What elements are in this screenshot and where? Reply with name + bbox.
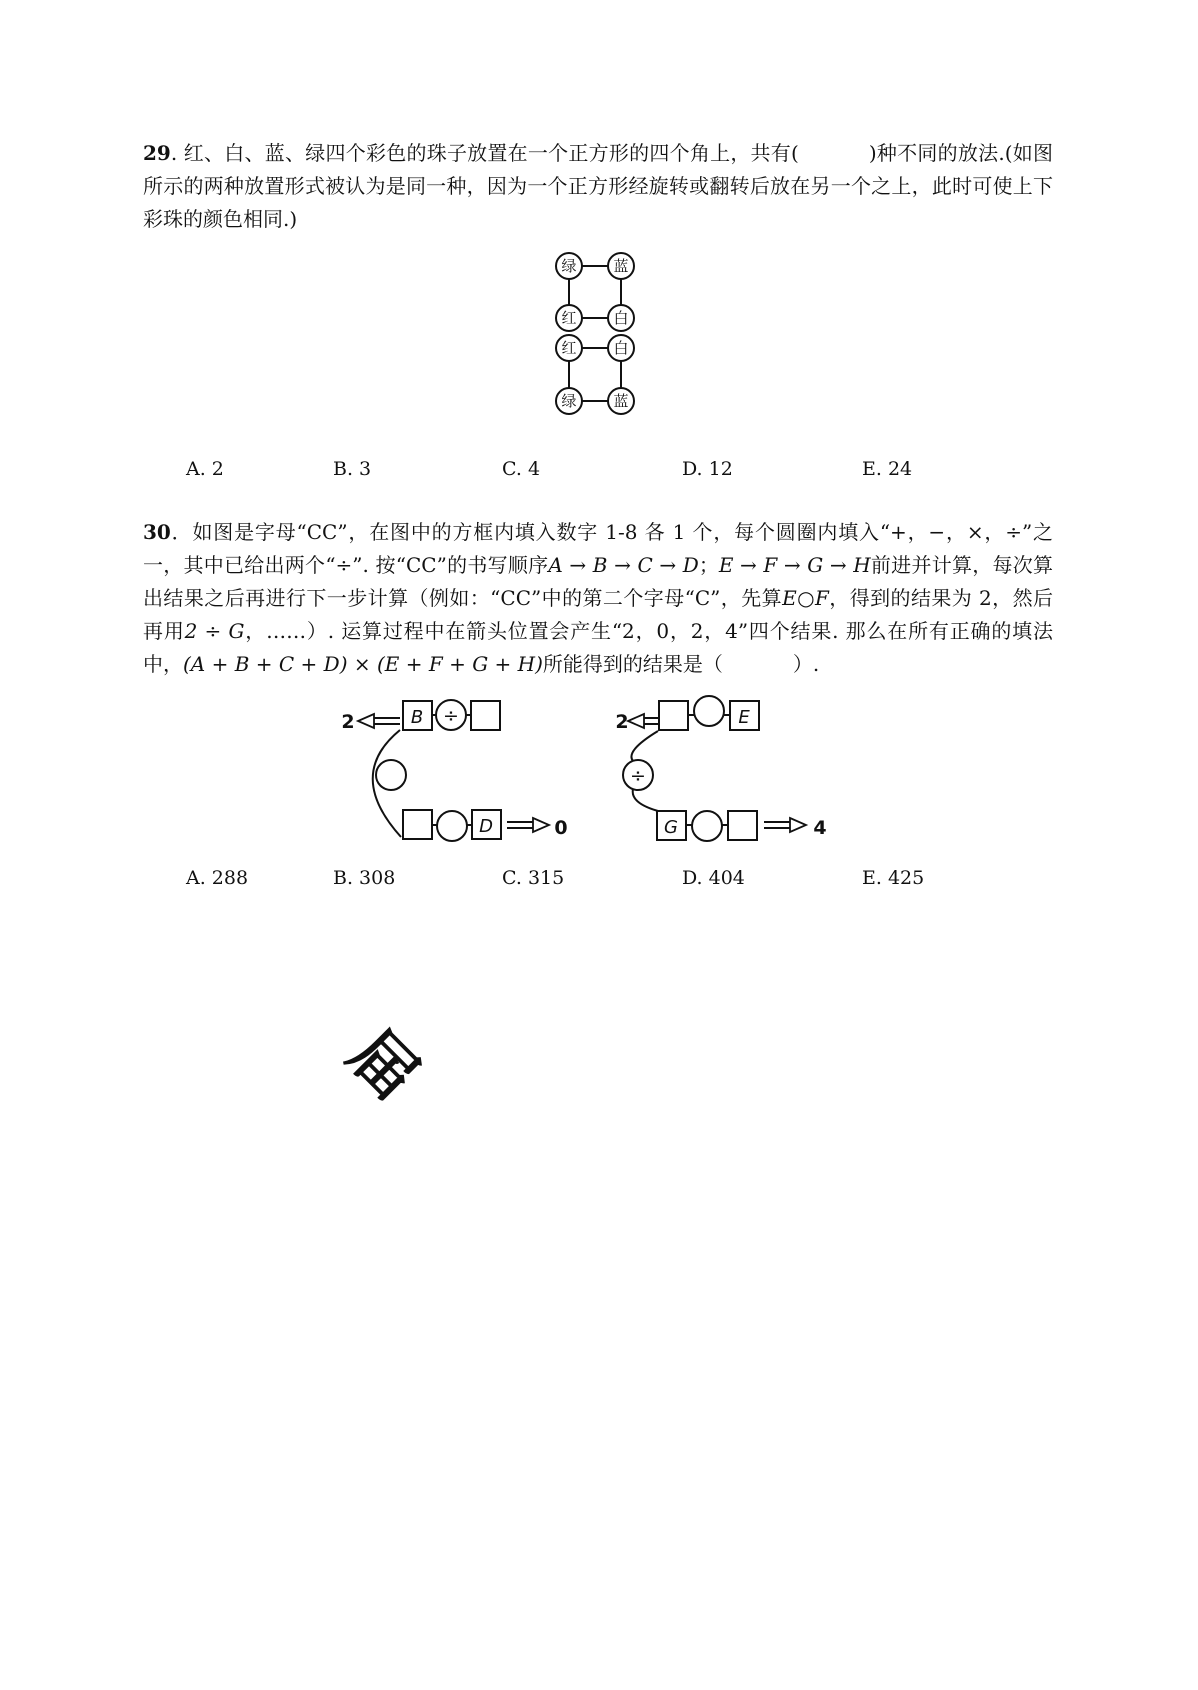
q30-option-d[interactable]: D. 404 <box>682 867 745 889</box>
q30-expression: (A + B + C + D) × (E + F + G + H) <box>183 652 543 676</box>
q30-example: E○F <box>782 586 829 610</box>
bead-bottom-tr: 白 <box>613 339 629 357</box>
q29-text <box>143 137 1053 236</box>
q29-text-a: . 红、白、蓝、绿四个彩色的珠子放置在一个正方形的四个角上，共有( <box>170 141 799 165</box>
q30-text-6: ）. <box>792 652 820 676</box>
right-c-result-bottom: 4 <box>813 817 827 839</box>
q29-bead-diagram <box>540 238 650 418</box>
bead-top-tl: 绿 <box>561 257 577 275</box>
watermark-character: 届 <box>333 1016 432 1115</box>
q30-option-b[interactable]: B. 308 <box>333 867 396 889</box>
left-c-circle-div: ÷ <box>443 705 459 727</box>
q29-options <box>0 458 1198 488</box>
bead-top-br: 白 <box>613 309 629 327</box>
q30-text-3: ，得到的结果为 2，然后再用 <box>143 586 1053 643</box>
q30-order-1: A → B → C → D <box>548 553 699 577</box>
bead-bottom-tl: 红 <box>561 339 577 357</box>
q29-option-b[interactable]: B. 3 <box>333 458 372 480</box>
bead-top-bl: 红 <box>561 309 577 327</box>
left-c-result-bottom: 0 <box>554 817 568 839</box>
q29-option-a[interactable]: A. 2 <box>186 458 224 480</box>
q30-example-2: 2 ÷ G <box>184 619 245 643</box>
q30-options <box>0 867 1198 897</box>
right-c-circle-div: ÷ <box>630 765 646 787</box>
left-c-box-d: D <box>479 816 493 837</box>
q30-text-1: ．如图是字母“CC”，在图中的方框内填入数字 1-8 各 1 个，每个圆圈内填入“+，−，×，÷”之一，其中已给出两个“÷”. 按“CC”的书写顺序 <box>143 520 1053 577</box>
q30-number: 30 <box>143 520 171 544</box>
left-c-result-top: 2 <box>341 711 355 733</box>
right-c-result-top: 2 <box>615 711 629 733</box>
q30-option-e[interactable]: E. 425 <box>862 867 925 889</box>
q30-order-2: E → F → G → H <box>718 553 871 577</box>
q30-text-4: ，……）. 运算过程中在箭头位置会产生“2，0，2，4”四个结果. 那么在所有正确的填法中， <box>143 619 1054 676</box>
q30-option-a[interactable]: A. 288 <box>186 867 249 889</box>
q30-text-2: 前进并计算，每次算出结果之后再进行下一步计算（例如：“CC”中的第二个字母“C”，先算 <box>143 553 1053 610</box>
q29-option-d[interactable]: D. 12 <box>682 458 733 480</box>
bead-bottom-br: 蓝 <box>613 392 629 410</box>
right-c-box-g: G <box>664 817 678 838</box>
q30-right-c-diagram <box>615 685 860 845</box>
q30-sep: ； <box>698 553 719 577</box>
q30-text <box>143 516 1053 681</box>
q29-option-c[interactable]: C. 4 <box>502 458 541 480</box>
right-c-box-e: E <box>738 707 750 728</box>
q30-left-c-diagram <box>330 685 580 845</box>
left-c-box-b: B <box>410 707 424 728</box>
bead-top-tr: 蓝 <box>613 257 629 275</box>
q30-option-c[interactable]: C. 315 <box>502 867 565 889</box>
q29-number: 29 <box>143 141 171 165</box>
bead-bottom-bl: 绿 <box>561 392 577 410</box>
q29-option-e[interactable]: E. 24 <box>862 458 913 480</box>
q30-text-5: 所能得到的结果是（ <box>542 652 723 676</box>
q29-text-b: )种不同的放法.(如图所示的两种放置形式被认为是同一种，因为一个正方形经旋转或翻转后放在另一个之上，此时可使上下彩珠的颜色相同.) <box>143 141 1053 231</box>
